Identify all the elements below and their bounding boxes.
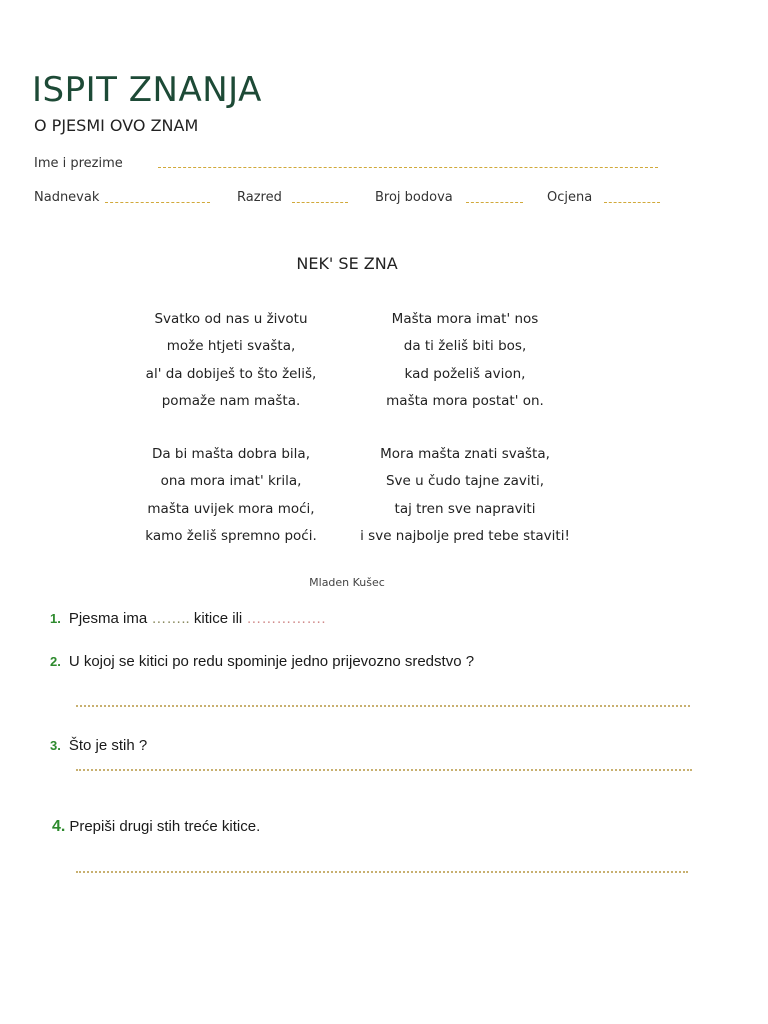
answer-line-2[interactable]: [76, 705, 690, 707]
answer-blank[interactable]: …………….: [246, 610, 326, 627]
question-4: 4. Prepiši drugi stih treće kitice.: [52, 818, 261, 835]
answer-line-4[interactable]: [76, 871, 688, 873]
verse-line: pomaže nam mašta.: [161, 392, 301, 409]
verse-line: mašta mora postat' on.: [386, 392, 544, 409]
class-label: Razred: [237, 190, 282, 205]
answer-line-3[interactable]: [76, 769, 692, 771]
name-label: Ime i prezime: [34, 156, 123, 171]
question-number: 1.: [50, 611, 61, 626]
points-label: Broj bodova: [375, 190, 453, 205]
date-field[interactable]: [105, 202, 210, 203]
question-2: 2. U kojoj se kitici po redu spominje jedno prijevozno sredstvo ?: [50, 653, 475, 670]
points-field[interactable]: [466, 202, 523, 203]
stanza-2: [350, 306, 580, 415]
grade-label: Ocjena: [547, 190, 593, 205]
stanza-3: [120, 441, 342, 550]
verse-line: taj tren sve napraviti: [394, 500, 536, 517]
verse-line: da ti želiš biti bos,: [403, 338, 527, 355]
question-number: 2.: [50, 654, 61, 669]
worksheet-title: ISPIT ZNANJA: [32, 70, 262, 110]
verse-line: Mašta mora imat' nos: [391, 311, 539, 327]
verse-line: ona mora imat' krila,: [160, 473, 302, 490]
stanza-1: [120, 306, 342, 415]
answer-blank[interactable]: ……..: [151, 610, 190, 627]
verse-line: može htjeti svašta,: [166, 338, 296, 355]
stanza-4: [345, 441, 585, 550]
verse-line: i sve najbolje pred tebe staviti!: [360, 527, 570, 544]
verse-line: kad poželiš avion,: [404, 365, 526, 382]
class-field[interactable]: [292, 202, 348, 203]
question-number: 4.: [52, 818, 66, 835]
name-field[interactable]: [158, 167, 658, 168]
question-1: 1. Pjesma ima …….. kitice ili …………….: [50, 610, 326, 627]
verse-line: mašta uvijek mora moći,: [147, 500, 315, 517]
question-3: 3. Što je stih ?: [50, 737, 148, 754]
poem-title: NEK' SE ZNA: [296, 254, 398, 273]
verse-line: Sve u čudo tajne zaviti,: [385, 473, 544, 490]
verse-line: al' da dobiješ to što želiš,: [145, 365, 317, 382]
verse-line: kamo želiš spremno poći.: [145, 527, 317, 544]
poem-author: Mladen Kušec: [309, 576, 385, 589]
worksheet-subtitle: O PJESMI OVO ZNAM: [34, 116, 199, 135]
verse-line: Svatko od nas u životu: [154, 311, 308, 327]
verse-line: Mora mašta znati svašta,: [380, 446, 550, 462]
grade-field[interactable]: [604, 202, 660, 203]
date-label: Nadnevak: [34, 190, 100, 205]
question-number: 3.: [50, 738, 61, 753]
verse-line: Da bi mašta dobra bila,: [151, 446, 311, 462]
